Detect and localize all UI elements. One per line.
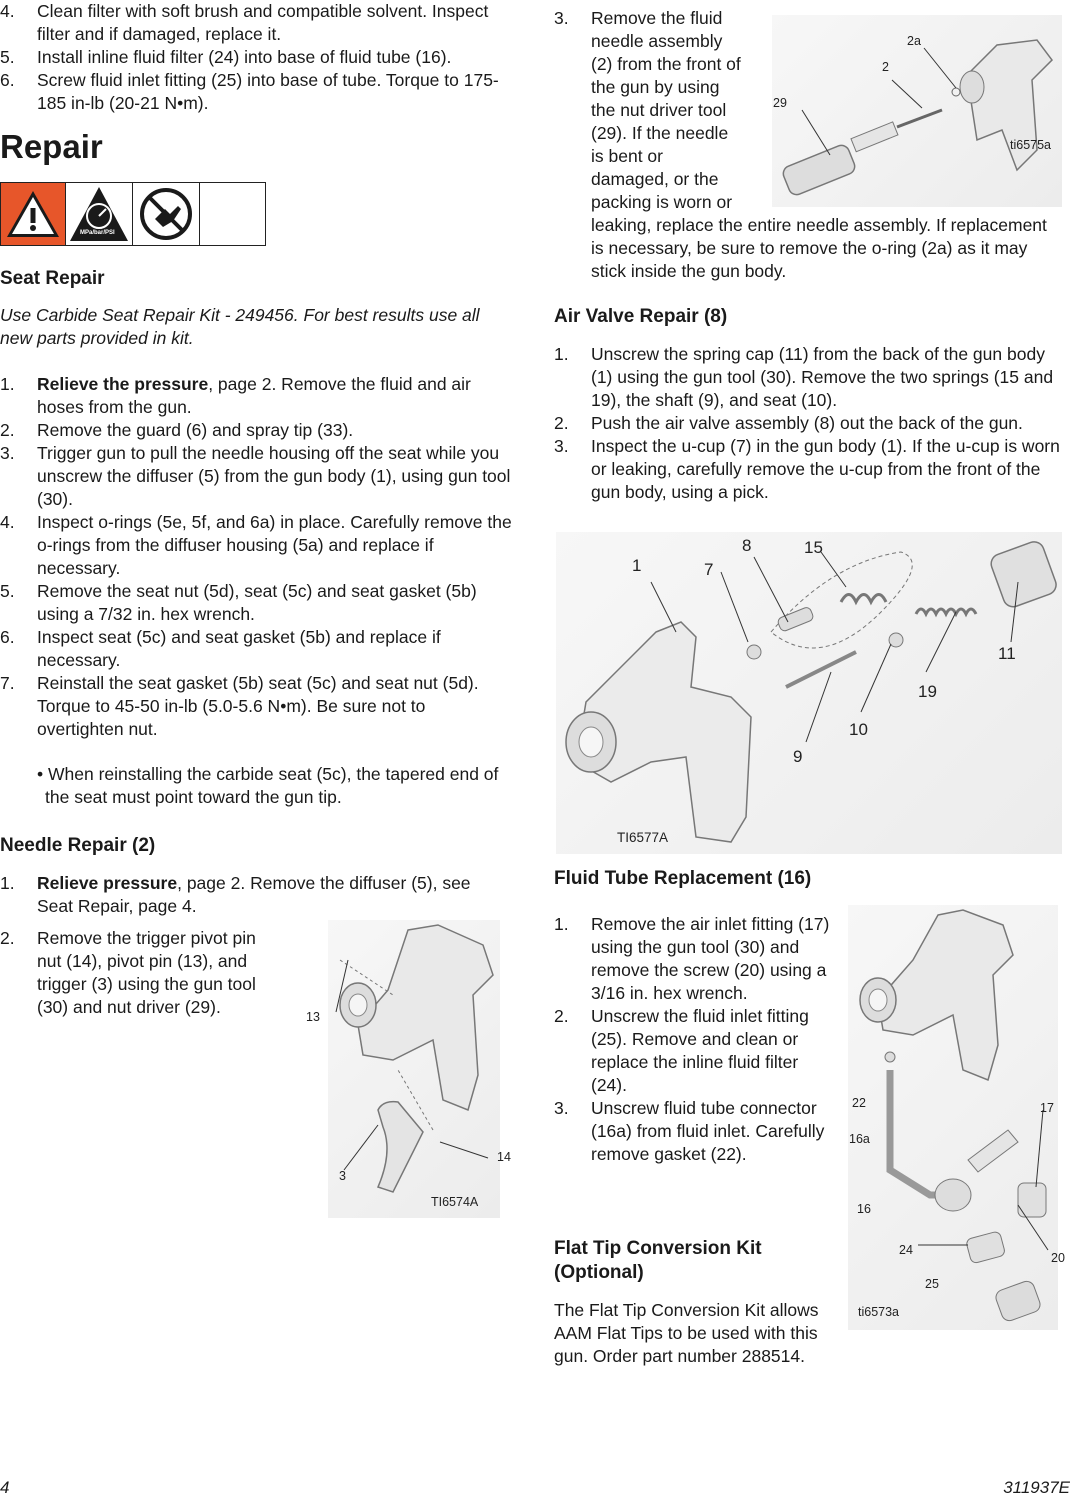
list-item: 3. Trigger gun to pull the needle housing off the seat while you unscrew the diffuser (5) from the gun body (1), using gun tool (30).: [0, 443, 511, 509]
flat-tip-heading-line-1: Flat Tip Conversion Kit: [554, 1238, 762, 1259]
list-item: 6. Screw fluid inlet fitting (25) into base of tube. Torque to 175-185 in-lb (20-21 N•m).: [0, 70, 499, 113]
seat-repair-heading: Seat Repair: [0, 268, 105, 289]
warning-icon-empty-cell: [200, 183, 265, 245]
callout-13: 13: [306, 1010, 320, 1024]
seat-repair-note: • When reinstalling the carbide seat (5c), the tapered end of the seat must point toward the gun tip.: [37, 764, 499, 807]
needle-step-3-wrap: [591, 7, 756, 214]
callout-2: 2: [882, 60, 889, 74]
needle-step-3-number: 3.: [554, 8, 569, 28]
needle-step-3-rest: leaking, replace the entire needle assembly. If replacement is necessary, be sure to remove the o-ring (2a) as it may stick inside the gun body.: [591, 215, 1047, 281]
list-item: 6. Inspect seat (5c) and seat gasket (5b) and replace if necessary.: [0, 627, 441, 670]
seat-repair-steps: [0, 373, 512, 741]
callout-24: 24: [899, 1243, 913, 1257]
list-item: 1. Unscrew the spring cap (11) from the back of the gun body (1) using the gun tool (30). Remove the two springs (15 and 19), the shaft (9), and seat (10).: [554, 344, 1054, 410]
callout-25: 25: [925, 1277, 939, 1291]
warning-triangle-icon: [1, 183, 66, 245]
callout-29: 29: [773, 96, 787, 110]
list-item: 7. Reinstall the seat gasket (5b) seat (5c) and seat nut (5d). Torque to 45-50 in-lb (5.0-5.6 N•m). Be sure not to overtighten nut.: [0, 673, 479, 739]
figure-air-valve: [556, 532, 1062, 854]
repair-heading: Repair: [0, 128, 103, 165]
figure-id: ti6573a: [858, 1305, 900, 1319]
callout-16: 16: [857, 1202, 871, 1216]
air-valve-steps: [554, 343, 1064, 504]
list-item: 2. Remove the guard (6) and spray tip (33).: [0, 420, 354, 440]
list-item: 1. Remove the air inlet fitting (17) using the gun tool (30) and remove the screw (20) using a 3/16 in. hex wrench.: [554, 914, 830, 1003]
needle-repair-heading: Needle Repair (2): [0, 835, 156, 856]
list-item: 3. Unscrew fluid tube connector (16a) from fluid inlet. Carefully remove gasket (22).: [554, 1098, 825, 1164]
callout-1: 1: [632, 556, 642, 575]
callout-7: 7: [704, 560, 714, 579]
warning-icon-strip: [0, 182, 266, 246]
wrap-line: the gun by using: [591, 77, 720, 97]
callout-11: 11: [998, 644, 1016, 663]
callout-9: 9: [793, 747, 803, 766]
callout-10: 10: [849, 720, 868, 739]
figure-id: TI6574A: [431, 1195, 479, 1209]
list-item: 3. Inspect the u-cup (7) in the gun body (1). If the u-cup is worn or leaking, carefully remove the u-cup from the front of the gun body, using a pick.: [554, 436, 1060, 502]
fluid-tube-illustration: [848, 905, 1058, 1330]
intro-steps: [0, 0, 505, 115]
figure-id: TI6577A: [617, 830, 669, 845]
page-number: 4: [0, 1478, 10, 1497]
wrap-line: needle assembly: [591, 31, 723, 51]
callout-20: 20: [1051, 1251, 1065, 1265]
callout-16a: 16a: [849, 1132, 870, 1146]
callout-15: 15: [804, 538, 823, 557]
figure-trigger-removal: [328, 920, 500, 1218]
list-item: 4. Clean filter with soft brush and compatible solvent. Inspect filter and if damaged, replace it.: [0, 1, 489, 44]
callout-8: 8: [742, 536, 752, 555]
pressure-gauge-icon: [66, 183, 133, 245]
seat-repair-intro: Use Carbide Seat Repair Kit - 249456. For best results use all new parts provided in kit.: [0, 305, 480, 348]
figure-fluid-tube: [848, 905, 1058, 1330]
flat-tip-description: The Flat Tip Conversion Kit allows AAM Flat Tips to be used with this gun. Order part number 288514.: [554, 1300, 819, 1366]
callout-2a: 2a: [907, 34, 921, 48]
flat-tip-heading-line-2: (Optional): [554, 1262, 644, 1283]
wrap-line: is bent or: [591, 146, 663, 166]
list-item: 2. Remove the trigger pivot pin nut (14), pivot pin (13), and trigger (3) using the gun tool (30) and nut driver (29).: [0, 928, 256, 1017]
wrap-line: packing is worn or: [591, 192, 733, 212]
callout-17: 17: [1040, 1101, 1054, 1115]
callout-3: 3: [339, 1169, 346, 1183]
wrap-line: the nut driver tool: [591, 100, 727, 120]
list-item: 1. Relieve the pressure, page 2. Remove the fluid and air hoses from the gun.: [0, 374, 471, 417]
gauge-units-label: MPa/bar/PSI: [80, 230, 115, 236]
needle-repair-step-2: [0, 927, 275, 1019]
list-item: 5. Remove the seat nut (5d), seat (5c) and seat gasket (5b) using a 7/32 in. hex wrench.: [0, 581, 477, 624]
list-item: 4. Inspect o-rings (5e, 5f, and 6a) in place. Carefully remove the o-rings from the diffuser housing (5a) and replace if necessary.: [0, 512, 512, 578]
list-item: 1. Relieve pressure, page 2. Remove the diffuser (5), see Seat Repair, page 4.: [0, 873, 471, 916]
air-valve-heading: Air Valve Repair (8): [554, 306, 728, 327]
gun-body-illustration: [328, 920, 500, 1218]
wrap-line: damaged, or the: [591, 169, 719, 189]
no-touch-spray-icon: [133, 183, 200, 245]
air-valve-illustration: [556, 532, 1062, 854]
list-item: 5. Install inline fluid filter (24) into base of fluid tube (16).: [0, 47, 452, 67]
callout-19: 19: [918, 682, 937, 701]
fluid-tube-heading: Fluid Tube Replacement (16): [554, 868, 812, 889]
wrap-line: (29). If the needle: [591, 123, 729, 143]
list-item: 2. Push the air valve assembly (8) out the back of the gun.: [554, 413, 1023, 433]
document-id: 311937E: [1003, 1478, 1070, 1497]
wrap-line: (2) from the front of: [591, 54, 741, 74]
list-item: 2. Unscrew the fluid inlet fitting (25). Remove and clean or replace the inline fluid filter (24).: [554, 1006, 809, 1095]
flat-tip-heading: [554, 1237, 762, 1285]
needle-repair-step-1: [0, 872, 510, 918]
figure-id: ti6575a: [1010, 138, 1052, 152]
fluid-tube-steps: [554, 913, 839, 1166]
callout-14: 14: [497, 1150, 511, 1164]
callout-22: 22: [852, 1096, 866, 1110]
wrap-line: Remove the fluid: [591, 8, 723, 28]
